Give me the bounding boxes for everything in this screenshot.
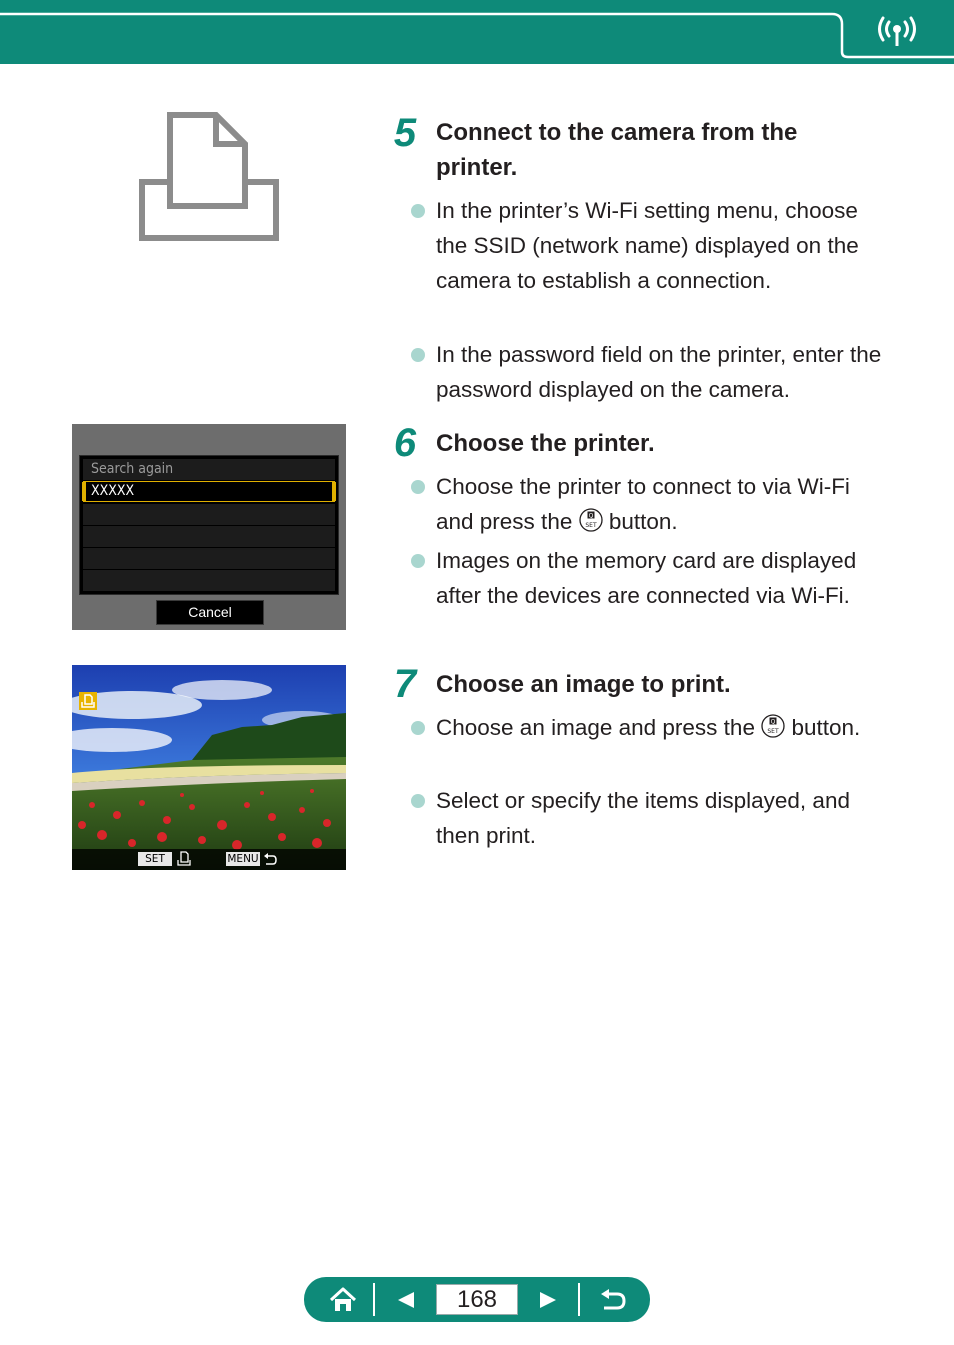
list-item[interactable] — [83, 526, 335, 547]
list-item[interactable] — [83, 570, 335, 591]
home-button[interactable] — [318, 1277, 368, 1322]
svg-text:Q: Q — [588, 512, 593, 520]
print-badge-icon — [79, 692, 97, 710]
next-page-button[interactable] — [526, 1277, 570, 1322]
return-icon — [263, 852, 278, 867]
list-item[interactable] — [83, 548, 335, 569]
q-set-button-icon — [579, 508, 603, 532]
playback-bar — [72, 849, 346, 870]
bullet-text: In the password field on the printer, enter the password displayed on the camera. — [436, 337, 886, 407]
wifi-antenna-icon[interactable] — [876, 15, 918, 51]
step-number: 5 — [393, 111, 417, 155]
step-title: Connect to the camera from the printer. — [436, 119, 798, 181]
bullet-text: Choose the printer to connect to via Wi-Fi and press the Q SET button. — [436, 469, 886, 539]
bullet-text: Select or specify the items displayed, and then print. — [436, 783, 886, 853]
previous-page-icon — [396, 1290, 416, 1310]
svg-text:Q: Q — [770, 718, 776, 726]
step-title: Choose an image to print. — [436, 671, 731, 698]
camera-screen-playback — [72, 665, 346, 870]
menu-button-label[interactable]: MENU — [227, 853, 259, 865]
next-page-icon — [538, 1290, 558, 1310]
bullet-text: Choose an image and press the Q SET button. — [436, 710, 886, 745]
landscape-photo — [72, 665, 346, 870]
return-icon — [599, 1288, 627, 1312]
page-number: 168 — [436, 1284, 518, 1315]
svg-text:SET: SET — [584, 522, 597, 529]
printer-outline-icon — [137, 112, 281, 241]
camera-screen-search — [72, 424, 346, 630]
header-tab-shape — [0, 0, 954, 64]
print-icon — [176, 851, 192, 867]
nav-divider — [578, 1283, 580, 1316]
list-item-search-again[interactable]: Search again — [83, 459, 335, 480]
svg-text:SET: SET — [767, 728, 779, 735]
q-set-button-icon — [761, 714, 785, 738]
page-navigation — [304, 1277, 650, 1322]
bullet-text: In the printer’s Wi-Fi setting menu, choose the SSID (network name) displayed on the camera to establish a connection. — [436, 193, 886, 298]
step-title: Choose the printer. — [436, 430, 655, 457]
cancel-button[interactable]: Cancel — [156, 600, 264, 625]
step-number: 6 — [393, 421, 417, 465]
selection-marker — [82, 482, 86, 501]
nav-divider — [373, 1283, 375, 1316]
list-item[interactable] — [83, 504, 335, 525]
set-button-label[interactable]: SET — [138, 852, 172, 866]
list-item-printer-selected[interactable]: XXXXX — [83, 481, 335, 502]
home-icon — [329, 1287, 357, 1313]
step-number: 7 — [393, 662, 417, 706]
previous-page-button[interactable] — [384, 1277, 428, 1322]
bullet-text: Images on the memory card are displayed after the devices are connected via Wi-Fi. — [436, 543, 886, 613]
selection-marker — [332, 482, 336, 501]
printer-list — [79, 455, 339, 595]
back-button[interactable] — [588, 1277, 638, 1322]
